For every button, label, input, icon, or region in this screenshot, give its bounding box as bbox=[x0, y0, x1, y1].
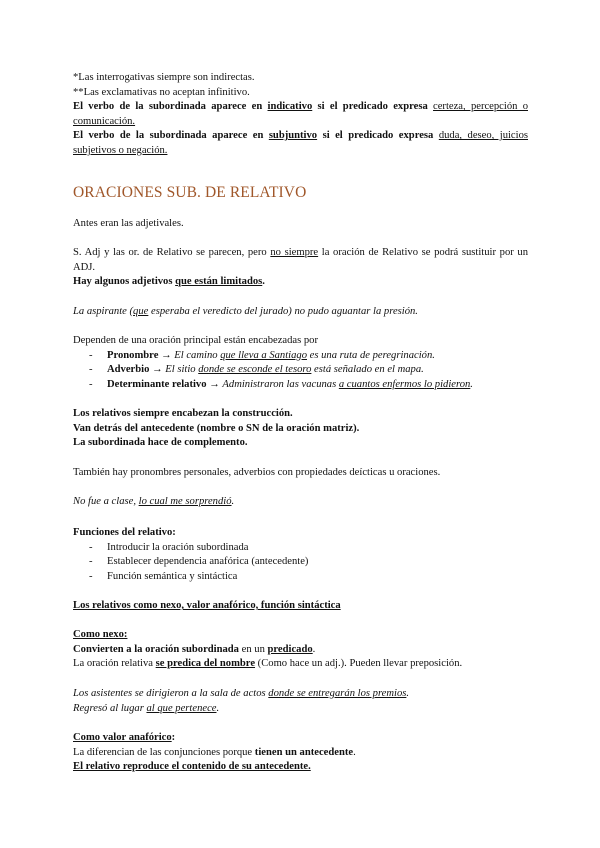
note-exclamativas: **Las exclamativas no aceptan infinitivo. bbox=[73, 86, 250, 98]
funciones-list bbox=[73, 541, 528, 585]
indicativo-meaning: certeza, percepción o comunicación. bbox=[73, 101, 528, 127]
examples-nexo: Los asistentes se dirigieron a la sala de actos donde se entregarán los premios. Regresó al lugar al que pertenece. bbox=[73, 688, 410, 714]
list-item: - Determinante relativo → Administraron las vacunas a cuantos enfermos lo pidieron. bbox=[73, 378, 528, 393]
list-item: - Adverbio → El sitio donde se esconde el tesoro está señalado en el mapa. bbox=[73, 363, 528, 378]
list-item: - Pronombre → El camino que lleva a Santiago es una ruta de peregrinación. bbox=[73, 349, 528, 364]
paragraph-sustitucion: S. Adj y las or. de Relativo se parecen, pero no siempre la oración de Relativo se podrá sustituir por un ADJ. Hay algunos adjetivos que están limitados. bbox=[73, 247, 529, 288]
list-item: - Función semántica y sintáctica bbox=[73, 570, 528, 585]
example-aspirante: La aspirante (que esperaba el veredicto del jurado) no pudo aguantar la presión. bbox=[73, 306, 418, 317]
keyword-indicativo: indicativo bbox=[267, 101, 313, 113]
paragraph-adjetivales: Antes eran las adjetivales. bbox=[73, 218, 184, 229]
nexo-block: Como nexo: Convierten a la oración subordinada en un predicado. La oración relativa se predica del nombre (Como hace un adj.). Pueden llevar preposición. bbox=[73, 628, 528, 672]
funciones-block bbox=[73, 526, 528, 584]
relative-types-list bbox=[73, 349, 528, 393]
paragraph-pronombres: También hay pronombres personales, adverbios con propiedades deícticas u oraciones. bbox=[73, 467, 441, 478]
bold-rules: Los relativos siempre encabezan la construcción. Van detrás del antecedente (nombre o SN de la oración matriz). La subordinada hace de complemento. bbox=[73, 408, 360, 449]
funciones-title: Funciones del relativo: bbox=[73, 527, 176, 538]
section2-title: Los relativos como nexo, valor anafórico, función sintáctica bbox=[73, 600, 341, 611]
anaforico-block: Como valor anafórico: La diferencian de las conjunciones porque tienen un antecedente. El relativo reproduce el contenido de su antecedente. bbox=[73, 731, 528, 775]
encabezadas-block: Dependen de una oración principal están encabezadas por - Pronombre → El camino que lleva a Santiago es una ruta de peregrinación. - Adverbio → El sitio donde se esconde el tesoro está señalado en el mapa. - Determinante relativo → Administraron las vacunas a cuantos enfermos lo pidieron. bbox=[73, 334, 528, 392]
keyword-subjuntivo: subjuntivo bbox=[268, 130, 318, 142]
intro-block bbox=[73, 71, 528, 159]
anaforico-title: Como valor anafórico: bbox=[73, 732, 176, 743]
list-item: - Introducir la oración subordinada bbox=[73, 541, 528, 556]
nexo-title: Como nexo: bbox=[73, 629, 128, 640]
example-clase: No fue a clase, lo cual me sorprendió. bbox=[73, 496, 235, 507]
note-interrogativas: *Las interrogativas siempre son indirectas. bbox=[73, 72, 255, 83]
subjuntivo-meaning: duda, deseo, juicios subjetivos o negación. bbox=[73, 130, 529, 156]
rule-subjuntivo: El verbo de la subordinada aparece en subjuntivo si el predicado expresa duda, deseo, juicios subjetivos o negación. bbox=[73, 130, 529, 156]
rule-indicativo: El verbo de la subordinada aparece en indicativo si el predicado expresa certeza, percepción o comunicación. bbox=[73, 101, 528, 127]
list-item: - Establecer dependencia anafórica (antecedente) bbox=[73, 555, 528, 570]
section-heading: ORACIONES SUB. DE RELATIVO bbox=[73, 184, 307, 201]
